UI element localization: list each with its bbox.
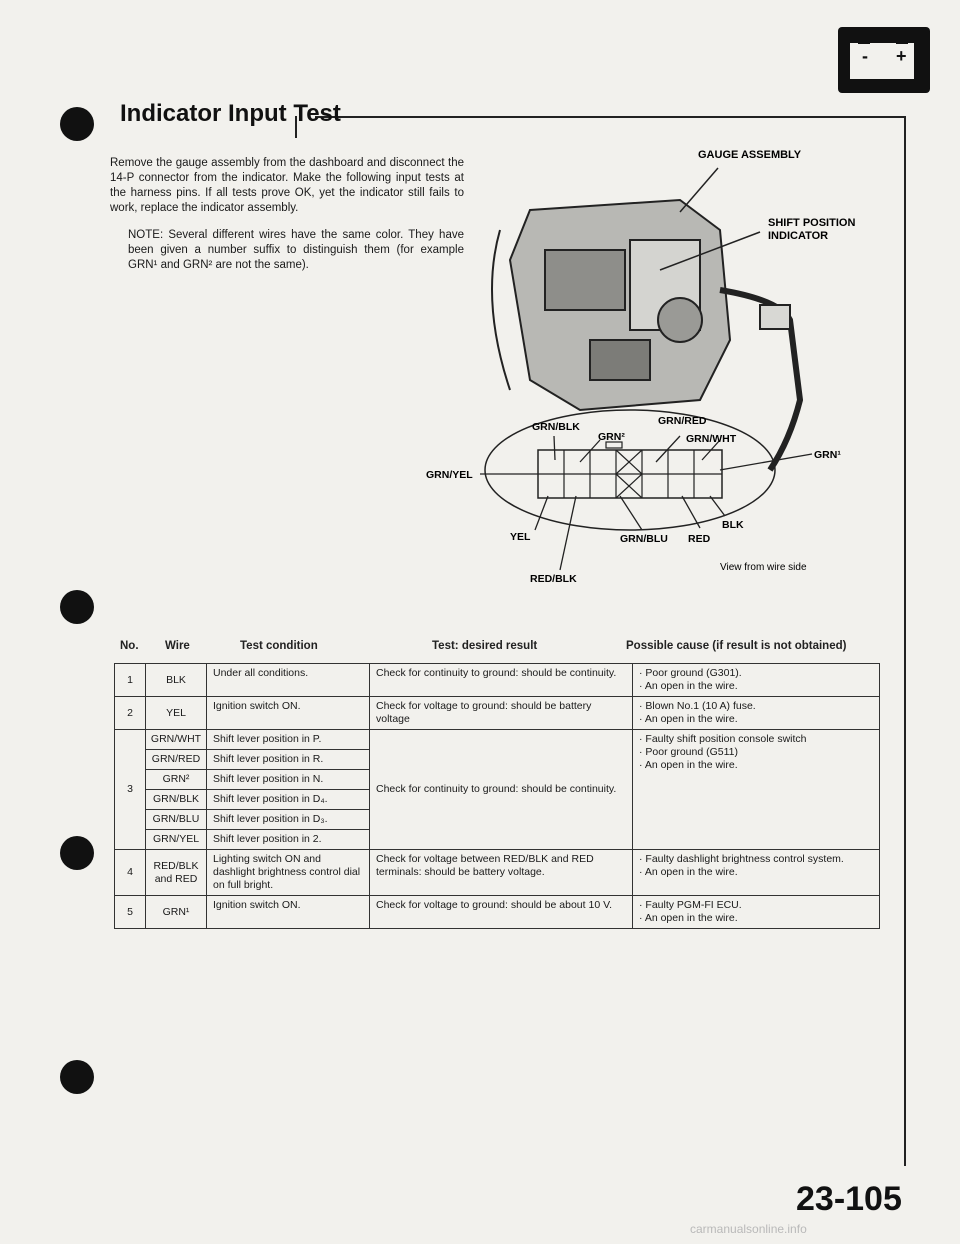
connector-diagram: [380, 140, 900, 610]
label-grn-red: GRN/RED: [658, 415, 707, 427]
cause-line: · An open in the wire.: [639, 866, 738, 878]
bullet-marker-3: [60, 836, 94, 870]
table-row: [115, 730, 880, 750]
intro-paragraph: Remove the gauge assembly from the dashboard and disconnect the 14-P connector from the indicator. Make the following input tests at the harness pins. If all tests prove OK, yet the indicator still fails to work, replace the indicator assembly.: [110, 157, 464, 214]
label-grn2: GRN²: [598, 431, 625, 443]
cause-line: · Poor ground (G511): [639, 746, 739, 758]
row-result: Check for voltage to ground: should be about 10 V.: [370, 896, 633, 929]
view-note: View from wire side: [720, 562, 807, 573]
cause-line: · Poor ground (G301).: [639, 667, 742, 679]
row-condition: Shift lever position in P.: [207, 730, 370, 750]
cause-line: · An open in the wire.: [639, 759, 738, 771]
row-wire: GRN/BLK: [146, 790, 207, 810]
label-grn-blu: GRN/BLU: [620, 533, 668, 545]
bullet-marker-1: [60, 107, 94, 141]
row-condition: Ignition switch ON.: [207, 697, 370, 730]
cause-line: · Faulty shift position console switch: [639, 733, 807, 745]
row-result: Check for voltage between RED/BLK and RED terminals: should be battery voltage.: [370, 850, 633, 896]
row-wire: GRN¹: [146, 896, 207, 929]
col-header-no: No.: [120, 640, 139, 652]
row-no: 3: [115, 730, 146, 850]
table-row: [115, 697, 880, 730]
col-header-cause: Possible cause (if result is not obtained): [626, 640, 847, 652]
row-wire: BLK: [146, 664, 207, 697]
shift-position-label-2: INDICATOR: [768, 230, 829, 242]
row-causes: [633, 664, 880, 697]
label-grn-blk: GRN/BLK: [532, 421, 580, 433]
row-wire: RED/BLK and RED: [146, 850, 207, 896]
col-header-result: Test: desired result: [432, 640, 538, 652]
cause-line: · Blown No.1 (10 A) fuse.: [639, 700, 756, 712]
battery-plus-sign: +: [896, 46, 907, 66]
watermark-text: carmanualsonline.info: [690, 1222, 807, 1236]
bullet-marker-4: [60, 1060, 94, 1094]
row-no: 4: [115, 850, 146, 896]
cause-line: · Faulty PGM-FI ECU.: [639, 899, 742, 911]
row-causes: [633, 896, 880, 929]
row-no: 5: [115, 896, 146, 929]
row-condition: Shift lever position in D₃.: [207, 810, 370, 830]
gauge-assembly-label: GAUGE ASSEMBLY: [698, 149, 802, 161]
label-yel: YEL: [510, 531, 531, 543]
label-grn1: GRN¹: [814, 449, 841, 461]
row-wire: GRN/BLU: [146, 810, 207, 830]
row-condition: Lighting switch ON and dashlight brightness control dial on full bright.: [207, 850, 370, 896]
row-wire: GRN/RED: [146, 750, 207, 770]
cause-line: · An open in the wire.: [639, 680, 738, 692]
note-paragraph: NOTE: Several different wires have the same color. They have been given a number suffix to distinguish them (for example GRN¹ and GRN² are not the same).: [128, 229, 464, 271]
col-header-wire: Wire: [165, 640, 190, 652]
row-condition: Shift lever position in R.: [207, 750, 370, 770]
label-red-blk: RED/BLK: [530, 573, 577, 585]
row-wire: GRN/YEL: [146, 830, 207, 850]
cause-line: · Faulty dashlight brightness control system.: [639, 853, 844, 865]
frame-top-rule: [315, 116, 905, 118]
row-causes: [633, 850, 880, 896]
table-row: [115, 896, 880, 929]
bullet-marker-2: [60, 590, 94, 624]
row-condition: Shift lever position in 2.: [207, 830, 370, 850]
cause-line: · An open in the wire.: [639, 912, 738, 924]
row-result: Check for continuity to ground: should be continuity.: [370, 664, 633, 697]
battery-minus-sign: -: [862, 46, 868, 66]
row-no: 2: [115, 697, 146, 730]
section-title: Indicator Input Test: [120, 100, 341, 127]
shift-position-label-1: SHIFT POSITION: [768, 217, 856, 229]
battery-terminal-left: [858, 36, 870, 44]
row-wire: GRN/WHT: [146, 730, 207, 750]
row-no: 1: [115, 664, 146, 697]
row-wire: YEL: [146, 697, 207, 730]
table-row: [115, 850, 880, 896]
row-result: Check for voltage to ground: should be battery voltage: [370, 697, 633, 730]
input-test-table: [114, 663, 880, 929]
cause-line: · An open in the wire.: [639, 713, 738, 725]
battery-terminal-right: [896, 36, 908, 44]
row-condition: Under all conditions.: [207, 664, 370, 697]
row-condition: Shift lever position in N.: [207, 770, 370, 790]
label-grn-wht: GRN/WHT: [686, 433, 737, 445]
row-wire: GRN²: [146, 770, 207, 790]
table-row: [115, 664, 880, 697]
row-causes: [633, 697, 880, 730]
row-condition: Ignition switch ON.: [207, 896, 370, 929]
page-number: 23-105: [796, 1180, 902, 1218]
label-red: RED: [688, 533, 711, 545]
row-causes: [633, 730, 880, 850]
frame-right-rule: [904, 116, 906, 1166]
row-result: Check for continuity to ground: should be continuity.: [370, 730, 633, 850]
col-header-condition: Test condition: [240, 640, 318, 652]
label-grn-yel: GRN/YEL: [426, 469, 473, 481]
label-blk: BLK: [722, 519, 744, 531]
row-condition: Shift lever position in D₄.: [207, 790, 370, 810]
